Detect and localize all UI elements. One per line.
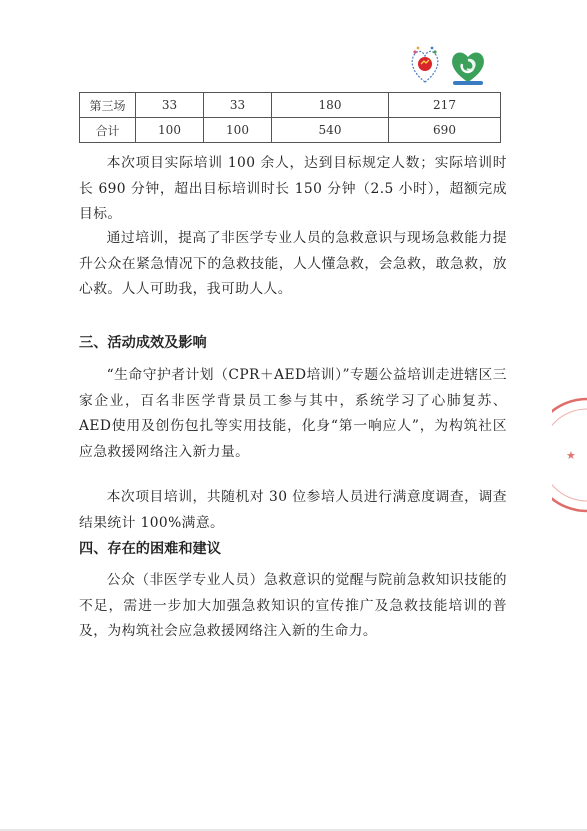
table-row <box>80 93 501 118</box>
table-cell: 33 <box>204 93 272 118</box>
table-cell: 合计 <box>80 118 136 143</box>
party-heart-logo-icon <box>408 44 442 86</box>
paragraph-satisfaction-survey: 本次项目培训，共随机对 30 位参培人员进行满意度调查，调查结果统计 100%满意。 <box>79 489 507 531</box>
table-row <box>80 118 501 143</box>
table-cell: 690 <box>389 118 501 143</box>
table-cell: 33 <box>136 93 204 118</box>
table-cell: 第三场 <box>80 93 136 118</box>
training-stats-table <box>79 92 501 143</box>
section-heading-outcomes: 三、活动成效及影响 <box>79 335 207 351</box>
svg-text:★: ★ <box>566 449 576 462</box>
table-cell: 180 <box>272 93 389 118</box>
seal-stamp-icon <box>552 395 587 515</box>
table-cell: 100 <box>204 118 272 143</box>
table-cell: 100 <box>136 118 204 143</box>
table-cell: 217 <box>389 93 501 118</box>
paragraph-project-description: “生命守护者计划（CPR＋AED培训）”专题公益培训走进辖区三家企业，百名非医学背景员工参与其中，系统学习了心肺复苏、AED使用及创伤包扎等实用技能，化身“第一响应人”，为构筑社区应急救援网络注入新力量。 <box>79 367 507 460</box>
paragraph-suggestions: 公众（非医学专业人员）急救意识的觉醒与院前急救知识技能的不足，需进一步加大加强急救知识的宣传推广及急救技能培训的普及，为构筑社会应急救援网络注入新的生命力。 <box>79 572 507 639</box>
paragraph-training-results: 本次项目实际培训 100 余人，达到目标规定人数；实际培训时长 690 分钟，超出目标培训时长 150 分钟（2.5 小时），超额完成目标。 <box>79 155 507 222</box>
section-heading-difficulties: 四、存在的困难和建议 <box>79 541 221 557</box>
paragraph-training-benefits: 通过培训，提高了非医学专业人员的急救意识与现场急救能力提升公众在紧急情况下的急救技能，人人懂急救，会急救，敢急救，放心救。人人可助我，我可助人人。 <box>79 230 507 297</box>
volunteer-heart-logo-icon <box>448 48 488 86</box>
table-cell: 540 <box>272 118 389 143</box>
